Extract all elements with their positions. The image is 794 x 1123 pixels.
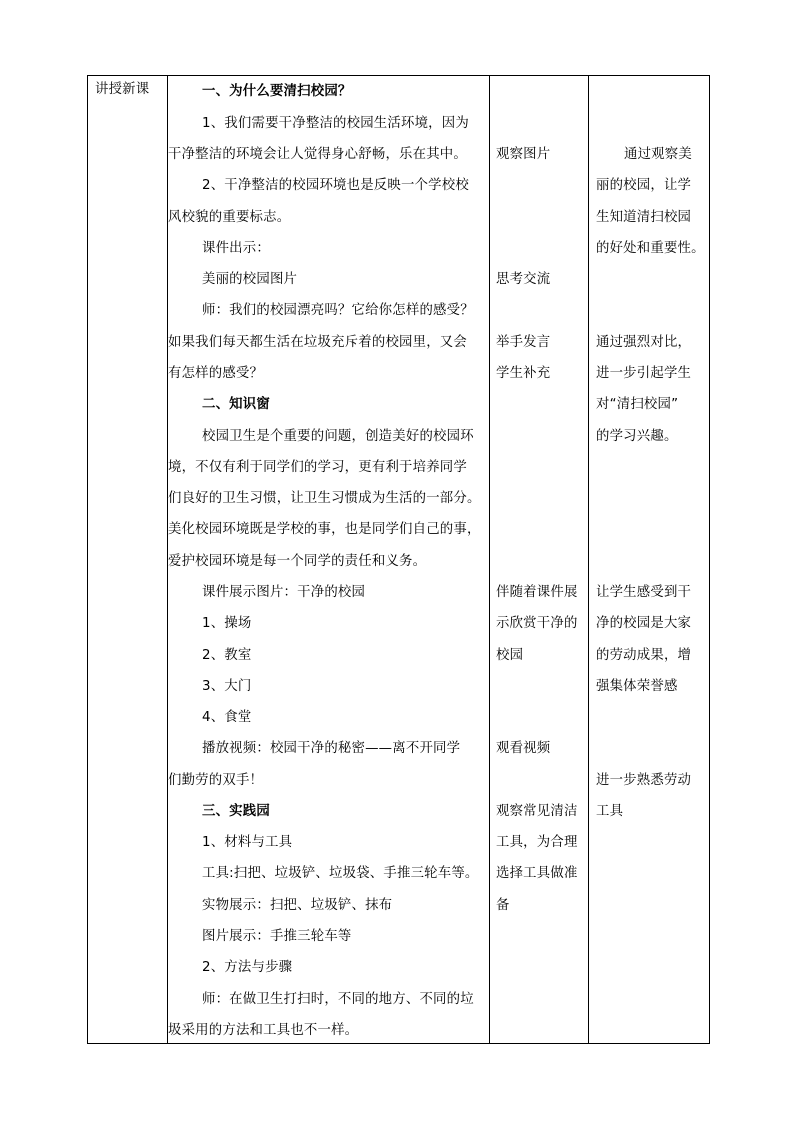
lesson-plan-table: [87, 75, 710, 1044]
stage-cell: [88, 76, 168, 1044]
student-line: 举手发言: [496, 335, 551, 350]
section-heading-1: 一、为什么要清扫校园？: [202, 84, 352, 99]
intent-line: 工具: [596, 804, 624, 819]
intent-line: 通过强烈对比，: [596, 335, 692, 350]
content-line: 爱护校园环境是每一个同学的责任和义务。: [168, 554, 427, 569]
content-line: 师：我们的校园漂亮吗？它给你怎样的感受？: [202, 303, 474, 318]
section-heading-2: 二、知识窗: [202, 397, 270, 412]
student-line: 观看视频: [496, 741, 551, 756]
content-line: 美丽的校园图片: [202, 272, 298, 287]
student-line: 备: [496, 898, 510, 913]
student-line: 伴随着课件展: [496, 585, 578, 600]
content-line: 课件出示：: [202, 241, 270, 256]
content-line: 实物展示：扫把、垃圾铲、抹布: [202, 898, 393, 913]
content-line: 3、大门: [202, 679, 252, 694]
content-line: 们勤劳的双手！: [168, 773, 264, 788]
design-intent-cell: [589, 76, 710, 1044]
content-line: 圾采用的方法和工具也不一样。: [168, 1023, 359, 1038]
intent-line: 通过观察美: [624, 147, 692, 162]
content-line: 境，不仅有利于同学们的学习，更有利于培养同学: [168, 460, 467, 475]
content-line: 们良好的卫生习惯，让卫生习惯成为生活的一部分。: [168, 491, 481, 506]
intent-line: 对“清扫校园”: [596, 397, 679, 412]
content-line: 校园卫生是个重要的问题，创造美好的校园环: [202, 429, 474, 444]
intent-line: 生知道清扫校园: [596, 210, 692, 225]
content-line: 1、操场: [202, 616, 252, 631]
content-line: 4、食堂: [202, 710, 252, 725]
student-line: 选择工具做准: [496, 866, 578, 881]
content-line: 有怎样的感受？: [168, 366, 264, 381]
stage-label: 讲授新课: [95, 82, 150, 97]
content-line: 工具:扫把、垃圾铲、垃圾袋、手推三轮车等。: [202, 866, 479, 881]
intent-line: 丽的校园，让学: [596, 178, 692, 193]
content-line: 课件展示图片：干净的校园: [202, 585, 366, 600]
content-line: 2、方法与步骤: [202, 960, 293, 975]
content-line: 美化校园环境既是学校的事，也是同学们自己的事，: [168, 522, 481, 537]
intent-line: 的劳动成果，增: [596, 648, 692, 663]
content-line: 1、我们需要干净整洁的校园生活环境，因为: [202, 116, 469, 131]
student-line: 观察常见清洁: [496, 804, 578, 819]
intent-line: 进一步熟悉劳动: [596, 773, 692, 788]
intent-line: 的学习兴趣。: [596, 429, 678, 444]
content-line: 2、教室: [202, 648, 252, 663]
intent-line: 进一步引起学生: [596, 366, 692, 381]
content-line: 1、材料与工具: [202, 835, 293, 850]
content-line: 如果我们每天都生活在垃圾充斥着的校园里，又会: [168, 335, 467, 350]
table-row: [88, 76, 710, 1044]
content-line: 师：在做卫生打扫时，不同的地方、不同的垃: [202, 992, 474, 1007]
teaching-content-cell: [168, 76, 490, 1044]
content-line: 播放视频：校园干净的秘密——离不开同学: [202, 741, 461, 756]
intent-line: 的好处和重要性。: [596, 241, 705, 256]
content-line: 干净整洁的环境会让人觉得身心舒畅，乐在其中。: [168, 147, 467, 162]
student-line: 观察图片: [496, 147, 551, 162]
student-line: 示欣赏干净的: [496, 616, 578, 631]
intent-line: 让学生感受到干: [596, 585, 692, 600]
intent-line: 强集体荣誉感: [596, 679, 678, 694]
student-activity-cell: [490, 76, 589, 1044]
student-line: 思考交流: [496, 272, 551, 287]
content-line: 风校貌的重要标志。: [168, 210, 291, 225]
section-heading-3: 三、实践园: [202, 804, 270, 819]
student-line: 工具，为合理: [496, 835, 578, 850]
intent-line: 净的校园是大家: [596, 616, 692, 631]
content-line: 2、干净整洁的校园环境也是反映一个学校校: [202, 178, 469, 193]
student-line: 校园: [496, 648, 524, 663]
student-line: 学生补充: [496, 366, 551, 381]
content-line: 图片展示：手推三轮车等: [202, 929, 352, 944]
